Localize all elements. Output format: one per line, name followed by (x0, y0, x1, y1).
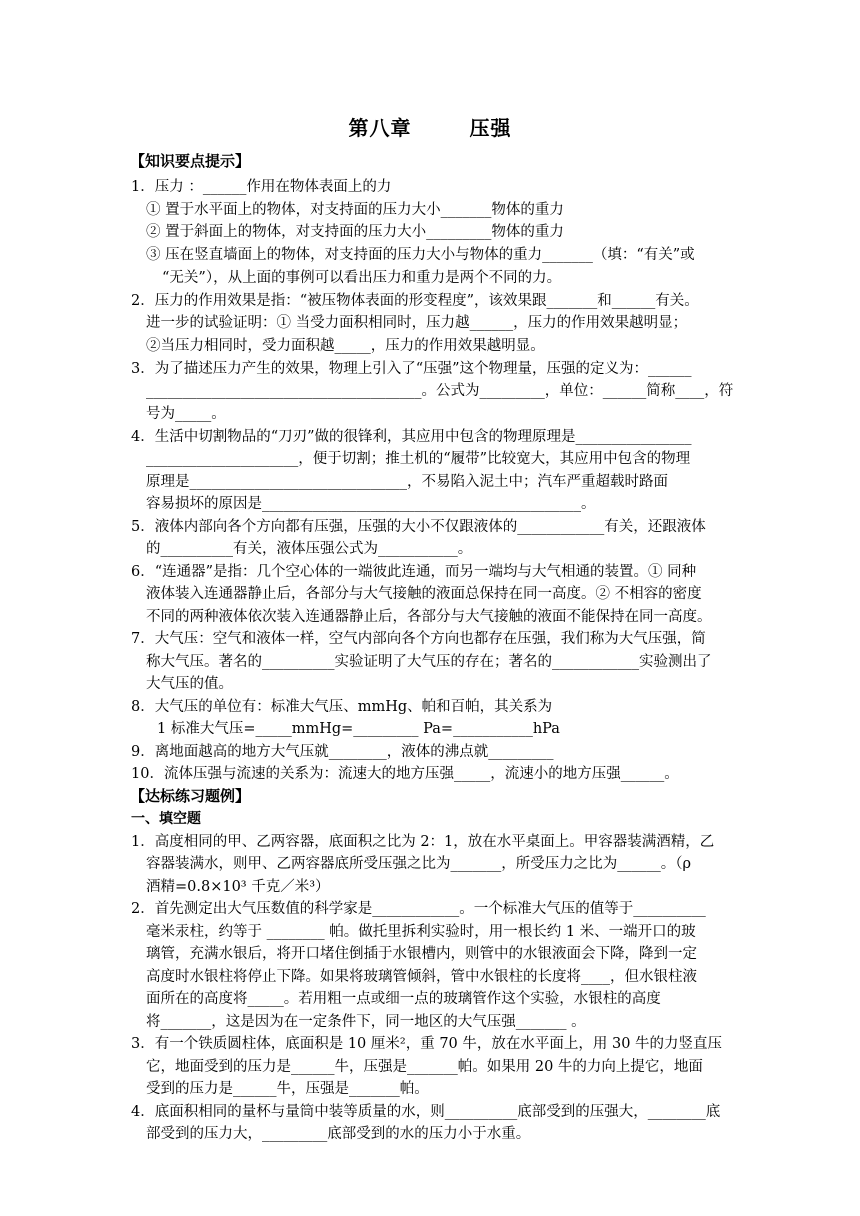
knowledge-item-6c: 不同的两种液体依次装入连通器静止后，各部分与大气接触的液面不能保持在同一高度。 (146, 609, 712, 625)
section-heading-knowledge: 【知识要点提示】 (130, 152, 251, 170)
knowledge-item-4d: 容易损坏的原因是____________________________________________。 (146, 496, 596, 512)
knowledge-item-1a: ① 置于水平面上的物体，对支持面的压力大小_______物体的重力 (146, 202, 564, 218)
knowledge-item-7b: 称大气压。著名的__________实验证明了大气压的存在；著名的____________实验测出了 (146, 654, 712, 670)
practice-item-2: 2．首先测定出大气压数值的科学家是____________。一个标准大气压的值等于__________ (131, 901, 706, 917)
knowledge-item-5b: 的__________有关，液体压强公式为___________。 (146, 541, 473, 557)
knowledge-item-5: 5．液体内部向各个方向都有压强，压强的大小不仅跟液体的____________有关，还跟液体 (131, 519, 706, 535)
knowledge-item-3b: ______________________________________。公式为_________，单位：______简称____，符 (146, 383, 734, 399)
section-heading-practice: 【达标练习题例】 (130, 787, 251, 805)
page-title (0, 112, 860, 141)
knowledge-item-1: 1．压力 ：______作用在物体表面上的力 (131, 179, 392, 195)
knowledge-item-9: 9．离地面越高的地方大气压就________，液体的沸点就_________ (131, 744, 554, 760)
practice-item-3b: 它，地面受到的压力是______牛，压强是_______帕。如果用 20 牛的力向上提它，地面 (146, 1059, 703, 1075)
knowledge-item-1b: ② 置于斜面上的物体，对支持面的压力大小_________物体的重力 (146, 224, 564, 240)
practice-item-3: 3．有一个铁质圆柱体，底面积是 10 厘米²，重 70 牛，放在水平面上，用 30 牛的力竖直压 (131, 1036, 723, 1052)
knowledge-item-4: 4．生活中切割物品的“刀刃”做的很锋利，其应用中包含的物理原理是________________ (131, 429, 692, 445)
knowledge-item-4c: 原理是______________________________，不易陷入泥土中；汽车严重超载时路面 (146, 474, 668, 490)
practice-item-1b: 容器装满水，则甲、乙两容器底所受压强之比为_______，所受压力之比为______。（ρ (146, 856, 692, 872)
knowledge-item-7c: 大气压的值。 (146, 676, 233, 692)
knowledge-item-2b: 进一步的试验证明：① 当受力面积相同时，压力越______，压力的作用效果越明显； (146, 315, 688, 331)
subsection-fill-blank: 一、填空题 (131, 811, 201, 827)
knowledge-item-8: 8．大气压的单位有：标准大气压、mmHg、帕和百帕，其关系为 (131, 699, 553, 715)
knowledge-item-2c: ②当压力相同时，受力面积越_____，压力的作用效果越明显。 (146, 338, 545, 354)
practice-item-2c: 璃管，充满水银后，将开口堵住倒插于水银槽内，则管中的水银液面会下降，降到一定 (146, 946, 697, 962)
knowledge-item-3: 3．为了描述压力产生的效果，物理上引入了“压强”这个物理量，压强的定义为：______ (131, 361, 692, 377)
practice-item-1: 1．高度相同的甲、乙两容器，底面积之比为 2：1，放在水平桌面上。甲容器装满酒精，乙 (131, 834, 715, 850)
practice-item-1c: 酒精=0.8×10³ 千克／米³） (146, 879, 330, 895)
knowledge-item-1d: “无关”），从上面的事例可以看出压力和重力是两个不同的力。 (162, 270, 562, 286)
knowledge-item-6: 6．“连通器”是指：几个空心体的一端彼此连通，而另一端均与大气相通的装置。① 同种 (131, 564, 697, 580)
practice-item-4: 4．底面积相同的量杯与量筒中装等质量的水，则__________底部受到的压强大，________底 (131, 1104, 721, 1120)
practice-item-4b: 部受到的压力大，_________底部受到的水的压力小于水重。 (146, 1126, 531, 1142)
practice-item-2f: 将_______，这是因为在一定条件下，同一地区的大气压强_______ 。 (146, 1014, 586, 1030)
practice-item-2d: 高度时水银柱将停止下降。如果将玻璃管倾斜，管中水银柱的长度将____，但水银柱液 (146, 969, 697, 985)
knowledge-item-4b: _____________________，便于切割；推土机的“履带”比较宽大，其应用中包含的物理 (146, 451, 691, 467)
practice-item-3c: 受到的压力是______牛，压强是_______帕。 (146, 1081, 429, 1097)
knowledge-item-10: 10．流体压强与流速的关系为：流速大的地方压强_____，流速小的地方压强______。 (131, 766, 679, 782)
chapter-name: 压强 (469, 116, 512, 140)
knowledge-item-2: 2．压力的作用效果是指：“被压物体表面的形变程度”，该效果跟_______和______有关。 (131, 293, 699, 309)
practice-item-2b: 毫米汞柱，约等于 ________ 帕。做托里拆利实验时，用一根长约 1 米、一端开口的玻 (146, 924, 696, 940)
knowledge-item-6b: 液体装入连通器静止后，各部分与大气接触的液面总保持在同一高度。② 不相容的密度 (146, 586, 702, 602)
knowledge-item-7: 7．大气压：空气和液体一样，空气内部向各个方向也都存在压强，我们称为大气压强，简 (131, 631, 706, 647)
chapter-number: 第八章 (348, 116, 412, 140)
knowledge-item-1c: ③ 压在竖直墙面上的物体，对支持面的压力大小与物体的重力_______（填：“有关”或 (146, 247, 695, 263)
knowledge-item-3c: 号为_____。 (146, 406, 226, 422)
practice-item-2e: 面所在的高度将_____。若用粗一点或细一点的玻璃管作这个实验，水银柱的高度 (146, 991, 661, 1007)
knowledge-item-8b: 1 标准大气压=_____mmHg=_________ Pa=___________hPa (157, 721, 560, 737)
